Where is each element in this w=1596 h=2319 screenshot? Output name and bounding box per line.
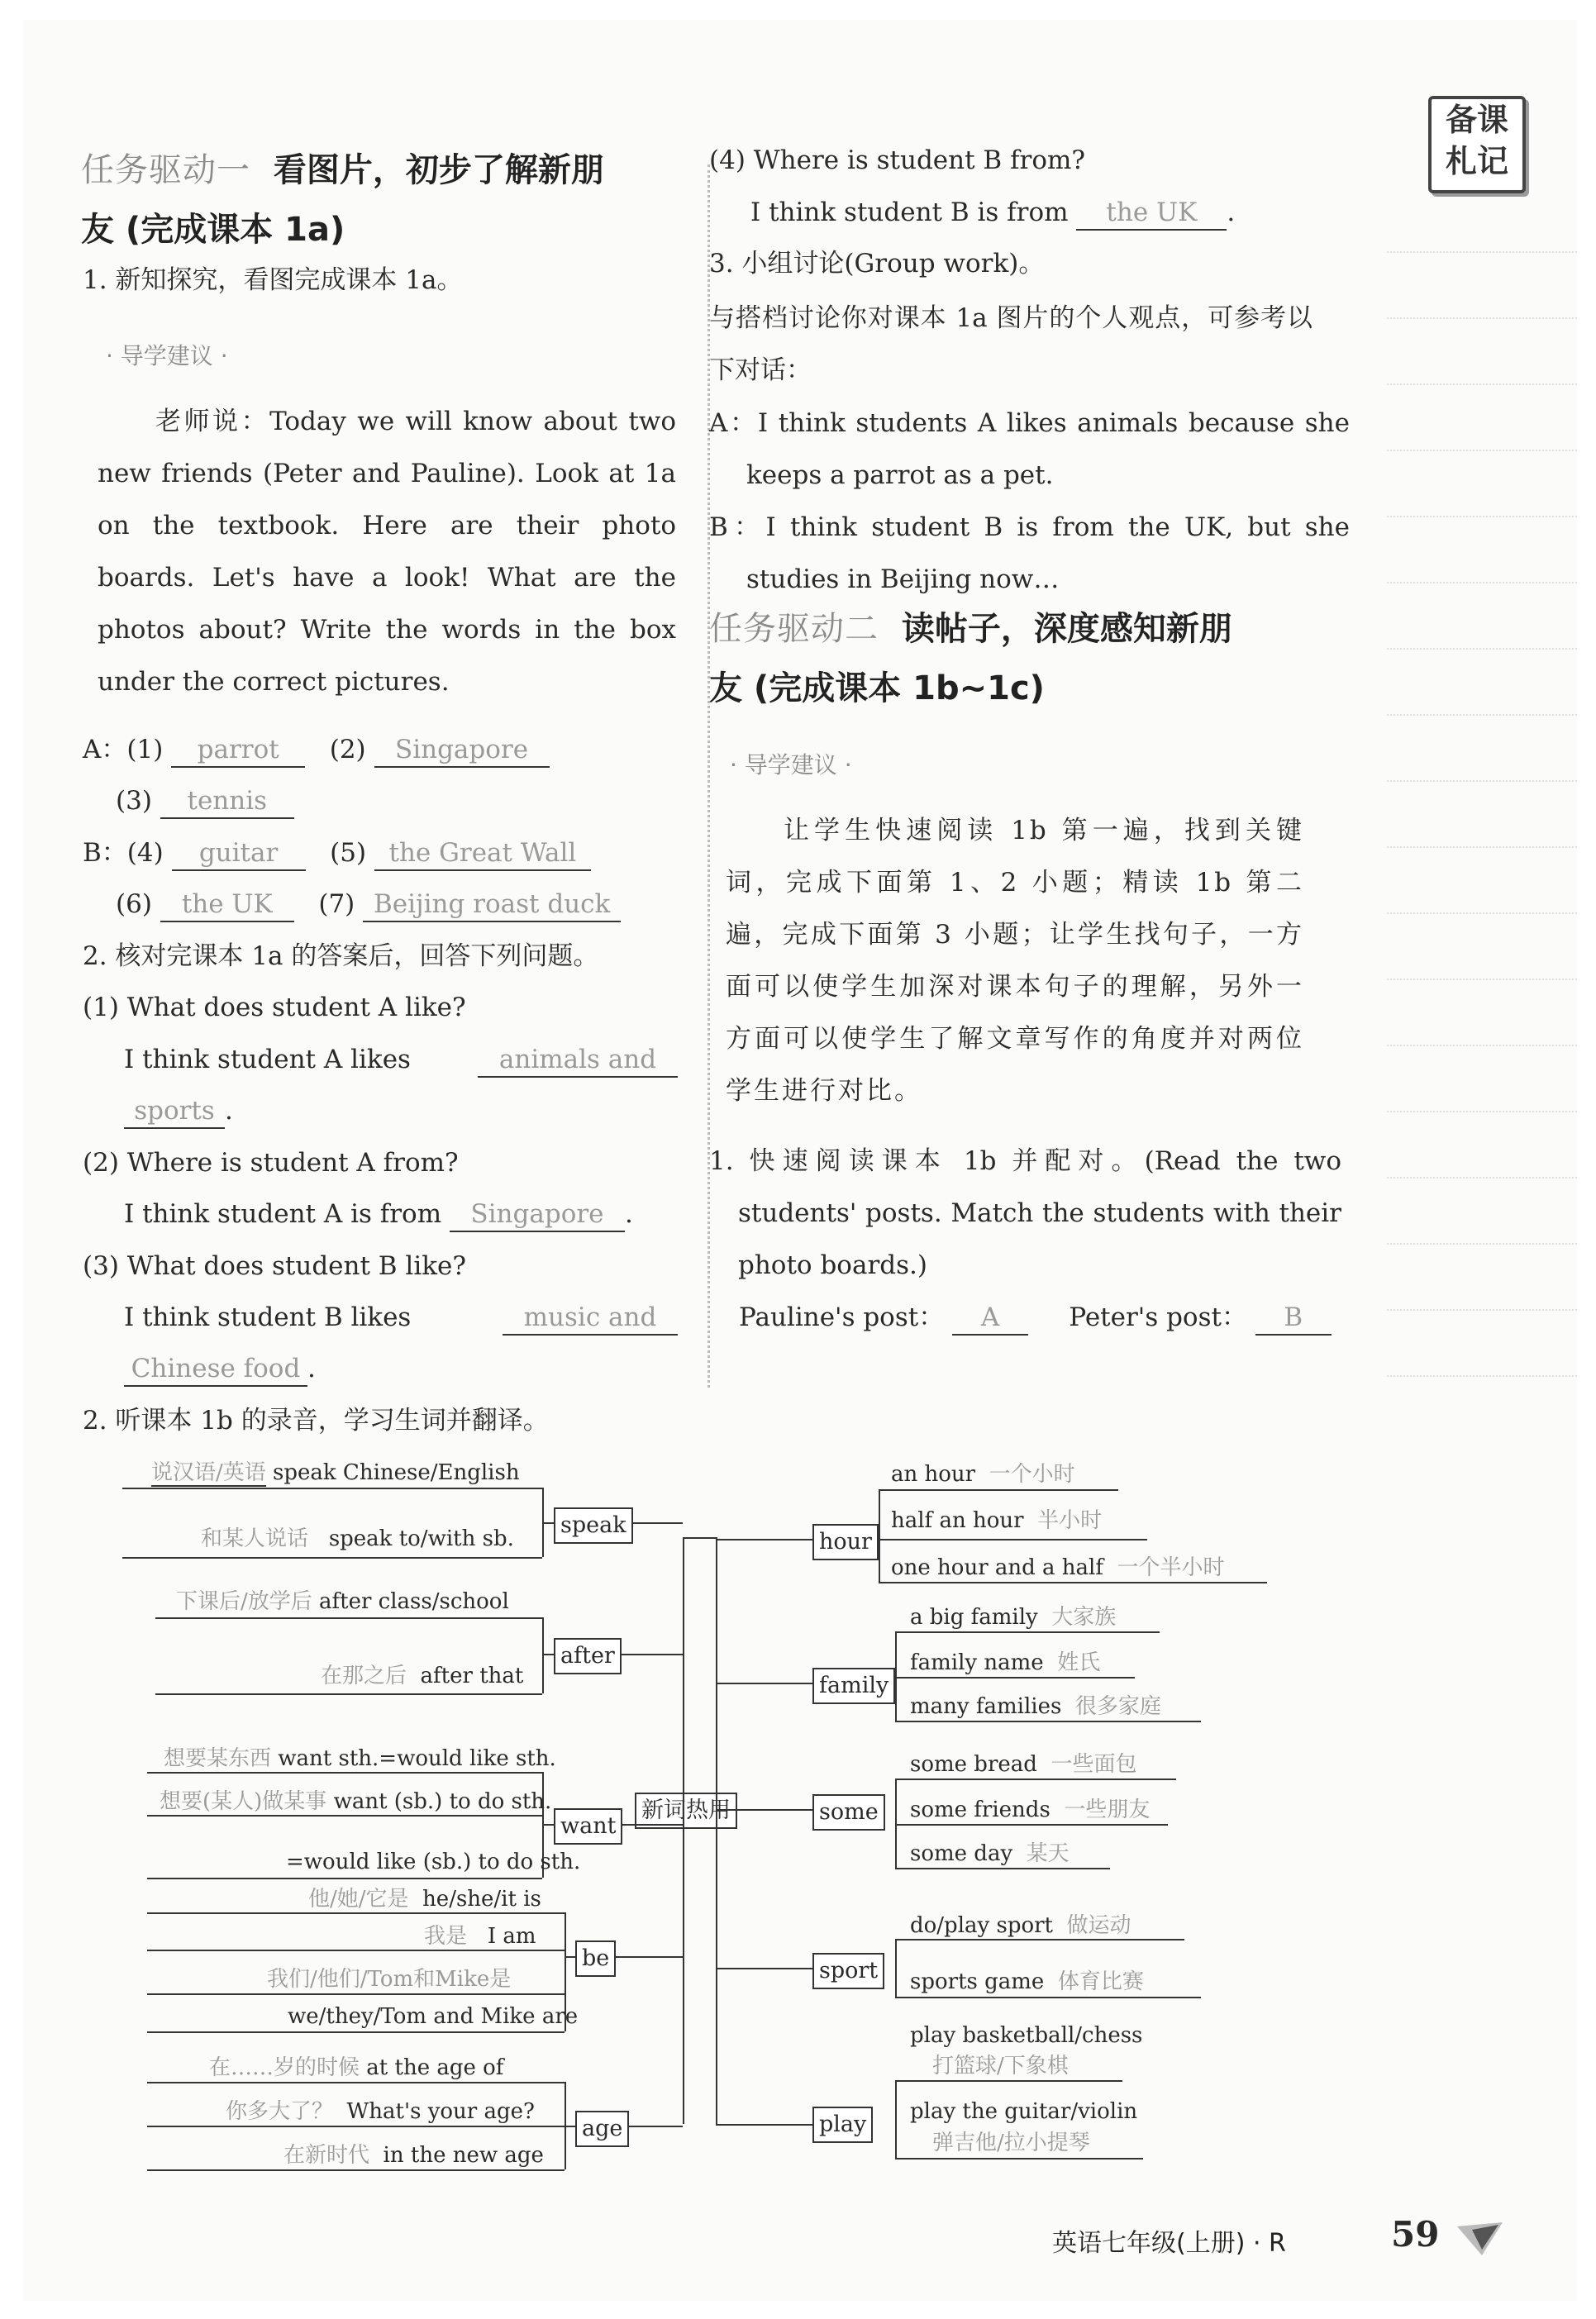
hour-cn-3: 一个半小时 <box>1117 1555 1225 1580</box>
answer-q2-3b: Chinese food <box>124 1352 307 1387</box>
be-cn-2: 我是 <box>424 1924 468 1949</box>
family-en-1: a big family <box>910 1605 1038 1630</box>
node-speak: speak <box>554 1507 633 1544</box>
play-cn-2: 弹吉他/拉小提琴 <box>932 2131 1090 2155</box>
node-family: family <box>812 1668 895 1704</box>
answer-q2-1a: animals and <box>478 1043 678 1078</box>
answer-a2: Singapore <box>374 733 550 768</box>
task1-q2-3-answer-cont: Chinese food . <box>124 1352 316 1387</box>
some-cn-3: 某天 <box>1026 1841 1070 1866</box>
want-en-2: want (sb.) to do sth. <box>333 1789 552 1814</box>
task1-q2-2-answer: I think student A is from Singapore . <box>124 1198 633 1232</box>
badge-line-1: 备课 <box>1445 102 1508 138</box>
play-en-2: play the guitar/violin <box>910 2099 1138 2124</box>
answer-b7: Beijing roast duck <box>363 888 621 922</box>
want-cn-2: 想要(某人)做某事 <box>160 1789 327 1814</box>
task2-title-line2: 友 (完成课本 1b~1c) <box>709 669 1045 707</box>
answer-b4: guitar <box>172 836 306 871</box>
hour-cn-2: 半小时 <box>1037 1508 1103 1533</box>
node-some: some <box>812 1794 885 1831</box>
answer-q2-3a: music and <box>503 1301 678 1336</box>
family-cn-2: 姓氏 <box>1057 1650 1101 1675</box>
answer-pauline: A <box>952 1301 1028 1336</box>
task2-q1-answers: Pauline's post： A Peter's post： B <box>739 1301 1332 1336</box>
some-en-2: some friends <box>910 1798 1051 1822</box>
node-want: want <box>554 1808 622 1845</box>
page-number: 59 <box>1391 2214 1440 2255</box>
node-be: be <box>575 1940 616 1977</box>
task1-q2-3-answer: I think student B likes music and <box>124 1301 678 1336</box>
speak-cn-2: 和某人说话 <box>201 1526 309 1551</box>
be-en-1: he/she/it is <box>422 1887 541 1912</box>
want-en-3: =would like (sb.) to do sth. <box>286 1850 581 1874</box>
some-en-3: some day <box>910 1841 1013 1866</box>
want-cn-1: 想要某东西 <box>164 1746 272 1771</box>
family-cn-1: 大家族 <box>1051 1605 1117 1630</box>
answer-q2-2: Singapore <box>450 1198 625 1232</box>
sport-en-2: sports game <box>910 1969 1045 1994</box>
some-cn-2: 一些朋友 <box>1064 1798 1151 1822</box>
answer-peter: B <box>1255 1301 1332 1336</box>
hour-en-3: one hour and a half <box>891 1555 1103 1580</box>
want-en-1: want sth.=would like sth. <box>278 1746 556 1771</box>
family-cn-3: 很多家庭 <box>1074 1694 1161 1719</box>
dialog-b: B：I think student B is from the UK, but she studies in Beijing now… <box>709 512 1350 594</box>
some-cn-1: 一些面包 <box>1051 1752 1137 1777</box>
family-en-3: many families <box>910 1694 1062 1719</box>
task1-q2-1-answer: I think student A likes animals and <box>124 1043 678 1078</box>
task1-q2-2: (2) Where is student A from? <box>83 1148 459 1178</box>
answer-b5: the Great Wall <box>374 836 591 871</box>
after-en-2: after that <box>420 1664 524 1688</box>
dialog-a: A：I think students A likes animals because she keeps a parrot as a pet. <box>709 408 1350 490</box>
be-cn-1: 他/她/它是 <box>308 1887 409 1912</box>
task1-title-line1: 看图片，初步了解新朋 <box>273 151 604 189</box>
node-sport: sport <box>812 1953 884 1989</box>
task1-q2-4-answer: I think student B is from the UK . <box>750 196 1235 231</box>
node-play: play <box>812 2107 873 2143</box>
sport-cn-1: 做运动 <box>1066 1913 1131 1938</box>
task1-q3-desc: 与搭档讨论你对课本 1a 图片的个人观点，可参考以下对话： <box>709 303 1313 385</box>
answer-row-a3: (3) tennis <box>116 784 294 819</box>
task2-q2: 2. 听课本 1b 的录音，学习生词并翻译。 <box>83 1406 549 1436</box>
footer-book-title: 英语七年级(上册) · R <box>1052 2229 1286 2258</box>
speak-en-2: speak to/with sb. <box>328 1526 514 1551</box>
after-cn-2: 在那之后 <box>321 1664 407 1688</box>
play-cn-1: 打篮球/下象棋 <box>932 2054 1069 2079</box>
family-en-2: family name <box>910 1650 1044 1675</box>
task2-tag: 任务驱动二 <box>709 610 879 648</box>
task2-heading <box>709 602 1232 650</box>
answer-row-b: B：(4) guitar (5) the Great Wall <box>83 836 591 871</box>
be-en-2: I am <box>487 1924 536 1949</box>
task2-q1: 1. 快速阅读课本 1b 并配对。(Read the two students' posts. Match the students with their photo boards.) <box>709 1146 1341 1280</box>
task1-tag: 任务驱动一 <box>81 151 250 189</box>
hour-cn-1: 一个小时 <box>989 1462 1075 1487</box>
task1-guide-text: 老师说：Today we will know about two new friends (Peter and Pauline). Look at 1a on the textbook. Here are their photo boards. Let's have a look! What are the photos about? Write the words in the box under the correct pictures. <box>98 407 676 697</box>
age-en-3: in the new age <box>383 2143 544 2168</box>
node-age: age <box>575 2111 629 2147</box>
age-en-2: What's your age? <box>346 2099 535 2124</box>
task1-title-line2: 友 (完成课本 1a) <box>81 211 345 249</box>
age-cn-1: 在……岁的时候 <box>209 2055 360 2080</box>
notes-badge <box>1428 96 1526 193</box>
node-after: after <box>554 1638 622 1674</box>
sport-en-1: do/play sport <box>910 1913 1053 1938</box>
mindmap-center: 新词热用 <box>635 1793 737 1829</box>
answer-q2-4: the UK <box>1076 196 1227 231</box>
sport-cn-2: 体育比赛 <box>1057 1969 1144 1994</box>
hour-en-2: half an hour <box>891 1508 1024 1533</box>
answer-row-a: A：(1) parrot (2) Singapore <box>83 733 550 768</box>
task1-q3: 3. 小组讨论(Group work)。 <box>709 249 1045 279</box>
play-en-1: play basketball/chess <box>910 2023 1143 2048</box>
some-en-1: some bread <box>910 1752 1037 1777</box>
task1-q2-1-answer-cont: sports . <box>124 1094 233 1129</box>
after-en-1: after class/school <box>319 1589 509 1614</box>
task2-guide-text: 让学生快速阅读 1b 第一遍，找到关键词，完成下面第 1、2 小题；精读 1b 第二遍，完成下面第 3 小题；让学生找句子，一方面可以使学生加深对课本句子的理解，另外一方面可以使学生了解文章写作的角度并对两位学生进行对比。 <box>726 816 1304 1106</box>
task2-guide-title: · 导学建议 · <box>730 751 852 779</box>
task1-q2-4: (4) Where is student B from? <box>709 145 1086 175</box>
speak-cn-1: 说汉语/英语 <box>151 1460 266 1485</box>
answer-a1: parrot <box>171 733 305 768</box>
hour-en-1: an hour <box>891 1462 976 1487</box>
answer-row-b6: (6) the UK (7) Beijing roast duck <box>116 888 621 922</box>
answer-q2-1b: sports <box>124 1094 225 1129</box>
page-corner-mark-icon <box>1457 2218 1507 2263</box>
be-cn-3: 我们/他们/Tom和Mike是 <box>267 1967 512 1992</box>
task2-title-line1: 读帖子，深度感知新朋 <box>901 610 1232 648</box>
node-hour: hour <box>812 1524 879 1560</box>
task1-guide-title: · 导学建议 · <box>106 342 228 369</box>
speak-en-1: speak Chinese/English <box>273 1460 520 1485</box>
workbook-page <box>23 20 1577 2301</box>
answer-b6: the UK <box>160 888 294 922</box>
answer-a3: tennis <box>160 784 294 819</box>
after-cn-1: 下课后/放学后 <box>176 1589 312 1614</box>
age-cn-2: 你多大了？ <box>226 2099 334 2124</box>
task1-q2: 2. 核对完课本 1a 的答案后，回答下列问题。 <box>83 941 599 971</box>
task1-q2-3: (3) What does student B like? <box>83 1251 467 1281</box>
task1-q2-1: (1) What does student A like? <box>83 993 466 1022</box>
be-en-4: we/they/Tom and Mike are <box>288 2004 579 2029</box>
age-en-1: at the age of <box>366 2055 504 2080</box>
task1-heading <box>81 144 604 191</box>
badge-line-2: 札记 <box>1445 143 1508 179</box>
task1-q1: 1. 新知探究，看图完成课本 1a。 <box>83 265 463 295</box>
age-cn-3: 在新时代 <box>283 2143 370 2168</box>
